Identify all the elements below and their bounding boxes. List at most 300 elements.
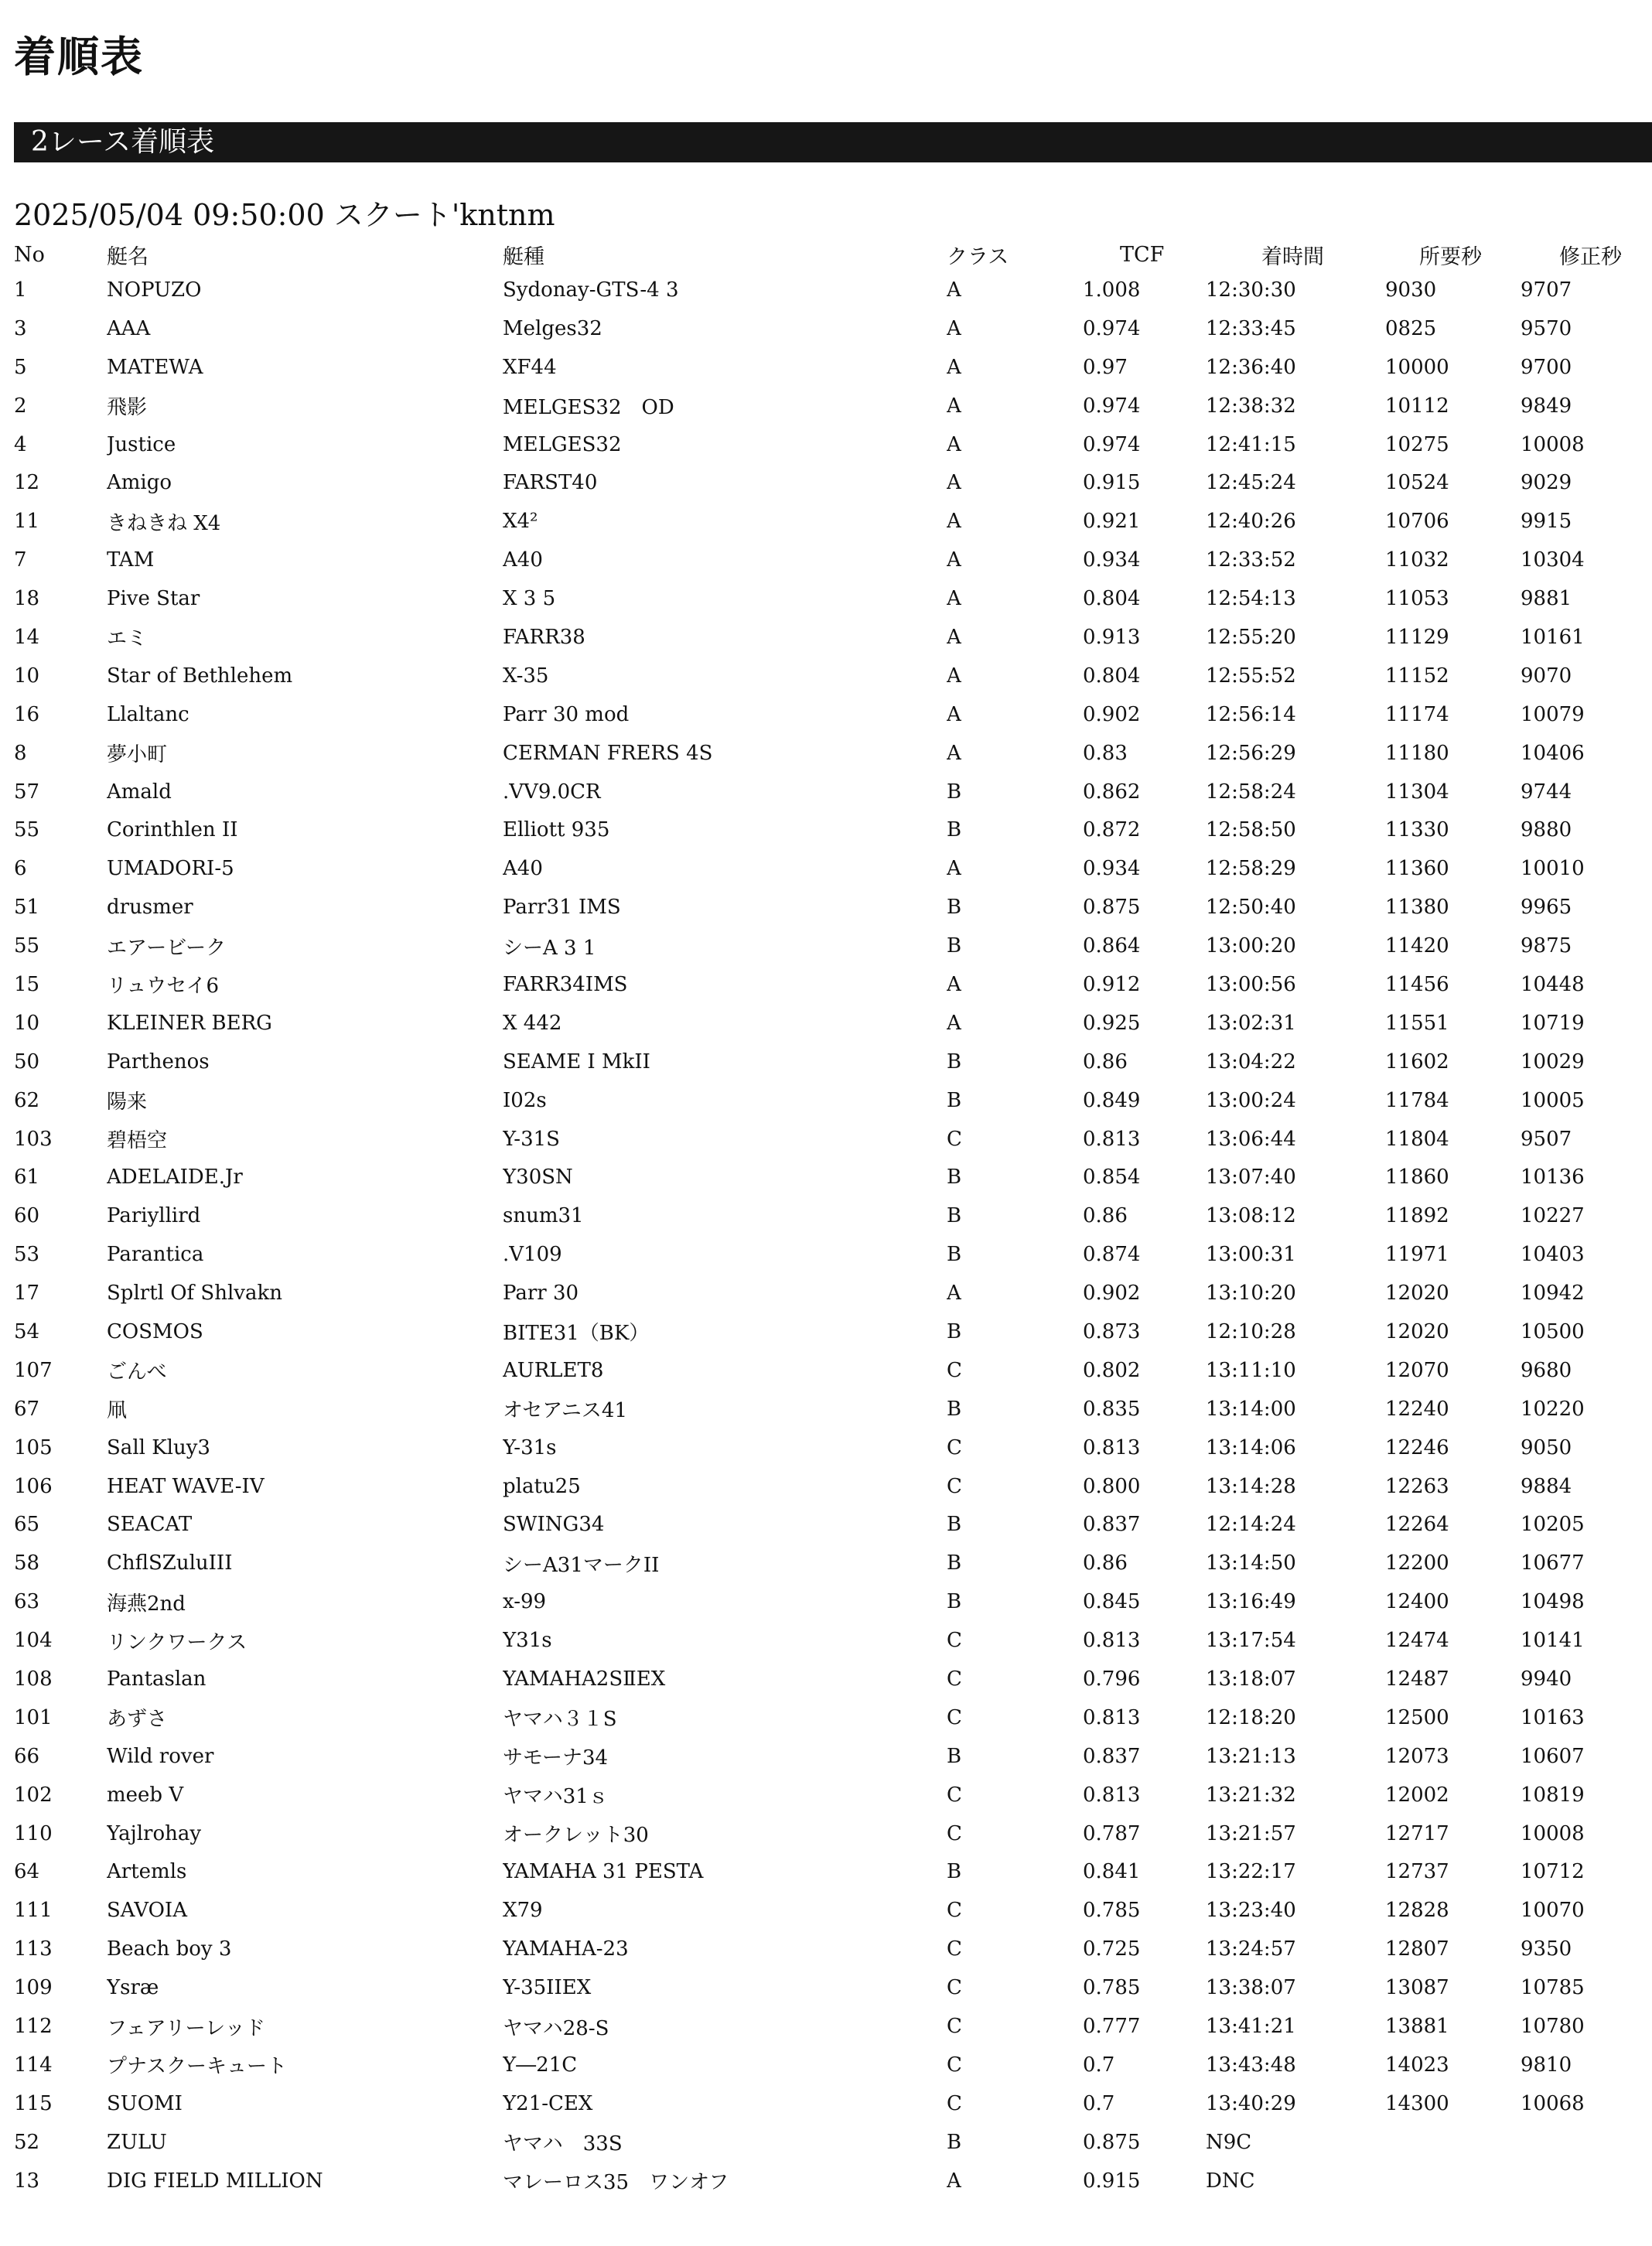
corrected-seconds-cell — [1521, 2162, 1638, 2200]
boat-type-cell: オセアニス41 — [503, 1399, 628, 1423]
boat-name-cell: ChflSZuluIII — [107, 1551, 233, 1575]
tcf-cell: 0.862 — [1083, 780, 1141, 804]
no-cell: 63 — [14, 1590, 40, 1614]
class-cell: B — [947, 896, 962, 920]
class-cell: B — [947, 1397, 962, 1421]
boat-name-cell: リンクワークス — [107, 1630, 247, 1654]
class-cell: C — [947, 1899, 962, 1923]
corrected-seconds-cell: 10304 — [1521, 548, 1585, 572]
boat-type-cell: YAMAHA2SⅡEX — [503, 1667, 666, 1691]
class-cell: C — [947, 1937, 962, 1961]
header-tcf: TCF — [1120, 242, 1165, 267]
boat-type-cell: X 3 5 — [503, 587, 556, 611]
class-cell: B — [947, 1319, 962, 1343]
finish-time-cell: 12:58:29 — [1206, 857, 1296, 881]
elapsed-seconds-cell: 13087 — [1385, 1976, 1449, 2000]
elapsed-seconds-cell: 12264 — [1385, 1513, 1449, 1537]
table-row — [14, 1621, 1638, 1660]
class-cell: C — [947, 2053, 962, 2077]
boat-type-cell: Elliott 935 — [503, 818, 610, 842]
elapsed-seconds-cell: 12020 — [1385, 1319, 1449, 1343]
corrected-seconds-cell: 10819 — [1521, 1783, 1585, 1807]
boat-type-cell: Parr31 IMS — [503, 896, 621, 920]
boat-name-cell: エアービーク — [107, 936, 227, 960]
no-cell: 54 — [14, 1319, 40, 1343]
table-row — [14, 1698, 1638, 1737]
finish-time-cell: 12:33:52 — [1206, 548, 1296, 572]
header-elapsed-seconds: 所要秒 — [1419, 244, 1482, 269]
corrected-seconds-cell: 9507 — [1521, 1127, 1572, 1151]
class-cell: C — [947, 1474, 962, 1498]
finish-time-cell: 13:38:07 — [1206, 1976, 1296, 2000]
class-cell: B — [947, 1551, 962, 1575]
finish-time-cell: 13:00:31 — [1206, 1243, 1296, 1267]
boat-name-cell: MATEWA — [107, 355, 203, 379]
no-cell: 58 — [14, 1551, 40, 1575]
finish-time-cell: N9C — [1206, 2130, 1252, 2154]
class-cell: B — [947, 1166, 962, 1190]
class-cell: C — [947, 1821, 962, 1845]
class-cell: C — [947, 1629, 962, 1653]
elapsed-seconds-cell: 12246 — [1385, 1435, 1449, 1459]
finish-time-cell: 12:38:32 — [1206, 394, 1296, 418]
tcf-cell: 0.872 — [1083, 818, 1141, 842]
elapsed-seconds-cell — [1385, 2123, 1521, 2162]
finish-time-cell: 13:08:12 — [1206, 1204, 1296, 1228]
class-cell: B — [947, 1744, 962, 1768]
class-cell: C — [947, 1127, 962, 1151]
class-cell: A — [947, 625, 961, 649]
no-cell: 18 — [14, 587, 40, 611]
tcf-cell: 0.7 — [1083, 2091, 1115, 2115]
boat-name-cell: Parthenos — [107, 1050, 210, 1074]
no-cell: 14 — [14, 625, 40, 649]
class-cell: B — [947, 818, 962, 842]
no-cell: 66 — [14, 1744, 40, 1768]
boat-name-cell: NOPUZO — [107, 278, 202, 302]
table-row — [14, 1544, 1638, 1582]
corrected-seconds-cell: 10070 — [1521, 1899, 1585, 1923]
boat-type-cell: platu25 — [503, 1474, 581, 1498]
corrected-seconds-cell: 10008 — [1521, 1821, 1585, 1845]
corrected-seconds-cell: 9880 — [1521, 818, 1572, 842]
no-cell: 111 — [14, 1899, 53, 1923]
corrected-seconds-cell: 10029 — [1521, 1050, 1585, 1074]
boat-type-cell: ヤマハ３１S — [503, 1708, 617, 1732]
corrected-seconds-cell: 10220 — [1521, 1397, 1585, 1421]
class-cell: A — [947, 471, 961, 495]
no-cell: 51 — [14, 896, 40, 920]
class-cell: A — [947, 972, 961, 996]
boat-type-cell: Y―21C — [503, 2053, 578, 2077]
elapsed-seconds-cell: 12400 — [1385, 1590, 1449, 1614]
corrected-seconds-cell: 9881 — [1521, 587, 1572, 611]
boat-type-cell: Y-31S — [503, 1127, 560, 1151]
tcf-cell: 0.804 — [1083, 587, 1141, 611]
tcf-cell: 0.725 — [1083, 1937, 1141, 1961]
header-boat-type: 艇種 — [503, 244, 544, 269]
no-cell: 62 — [14, 1088, 40, 1112]
finish-time-cell: 13:02:31 — [1206, 1011, 1296, 1035]
class-cell: A — [947, 278, 961, 302]
class-cell: B — [947, 1860, 962, 1884]
elapsed-seconds-cell: 11174 — [1385, 702, 1449, 726]
class-cell: A — [947, 1282, 961, 1306]
class-cell: B — [947, 780, 962, 804]
corrected-seconds-cell: 9915 — [1521, 510, 1572, 534]
finish-time-cell: 13:24:57 — [1206, 1937, 1296, 1961]
no-cell: 60 — [14, 1204, 40, 1228]
tcf-cell: 0.974 — [1083, 394, 1141, 418]
boat-name-cell: プナスクーキュート — [107, 2055, 287, 2079]
boat-type-cell: サモーナ34 — [503, 1746, 609, 1770]
finish-time-cell: 12:54:13 — [1206, 587, 1296, 611]
no-cell: 11 — [14, 510, 40, 534]
table-row — [14, 1582, 1638, 1621]
table-row — [14, 1891, 1638, 1930]
table-row — [14, 811, 1638, 849]
finish-time-cell: 13:21:57 — [1206, 1821, 1296, 1845]
elapsed-seconds-cell: 12500 — [1385, 1705, 1449, 1729]
tcf-cell: 0.86 — [1083, 1551, 1128, 1575]
table-row — [14, 1235, 1638, 1274]
tcf-cell: 0.777 — [1083, 2015, 1141, 2039]
finish-time-cell: 12:36:40 — [1206, 355, 1296, 379]
elapsed-seconds-cell: 11551 — [1385, 1011, 1449, 1035]
boat-type-cell: .VV9.0CR — [503, 780, 601, 804]
no-cell: 61 — [14, 1166, 40, 1190]
tcf-cell: 0.841 — [1083, 1860, 1141, 1884]
corrected-seconds-cell: 9849 — [1521, 394, 1572, 418]
corrected-seconds-cell: 10780 — [1521, 2015, 1585, 2039]
boat-name-cell: 海燕2nd — [107, 1592, 186, 1616]
boat-name-cell: 陽来 — [107, 1091, 148, 1114]
table-row — [14, 2046, 1638, 2084]
tcf-cell: 0.845 — [1083, 1590, 1141, 1614]
class-cell: A — [947, 432, 961, 456]
boat-name-cell: ADELAIDE.Jr — [107, 1166, 243, 1190]
boat-type-cell: I02s — [503, 1088, 547, 1112]
boat-type-cell: A40 — [503, 548, 543, 572]
table-row — [14, 734, 1638, 773]
class-cell: A — [947, 2169, 961, 2193]
boat-type-cell: FARST40 — [503, 471, 598, 495]
class-cell: A — [947, 510, 961, 534]
finish-time-cell: 12:14:24 — [1206, 1513, 1296, 1537]
table-row — [14, 387, 1638, 425]
tcf-cell: 0.854 — [1083, 1166, 1141, 1190]
table-row — [14, 618, 1638, 657]
finish-time-cell: 13:04:22 — [1206, 1050, 1296, 1074]
corrected-seconds-cell: 10005 — [1521, 1088, 1585, 1112]
tcf-cell: 0.974 — [1083, 432, 1141, 456]
elapsed-seconds-cell: 11380 — [1385, 896, 1449, 920]
finish-time-cell: 13:14:28 — [1206, 1474, 1296, 1498]
boat-type-cell: Y21-CEX — [503, 2091, 593, 2115]
finish-time-cell: 13:10:20 — [1206, 1282, 1296, 1306]
boat-type-cell: Y-31s — [503, 1435, 557, 1459]
no-cell: 8 — [14, 741, 27, 765]
table-row — [14, 1930, 1638, 1968]
boat-type-cell: マレーロス35 ワンオフ — [503, 2171, 729, 2195]
finish-time-cell: 12:18:20 — [1206, 1705, 1296, 1729]
elapsed-seconds-cell: 12240 — [1385, 1397, 1449, 1421]
boat-type-cell: A40 — [503, 857, 543, 881]
no-cell: 101 — [14, 1705, 53, 1729]
boat-name-cell: SEACAT — [107, 1513, 193, 1537]
class-cell: C — [947, 1783, 962, 1807]
no-cell: 10 — [14, 1011, 40, 1035]
boat-name-cell: Artemls — [107, 1860, 187, 1884]
tcf-cell: 0.913 — [1083, 625, 1141, 649]
elapsed-seconds-cell: 12828 — [1385, 1899, 1449, 1923]
tcf-cell: 0.813 — [1083, 1629, 1141, 1653]
elapsed-seconds-cell: 12737 — [1385, 1860, 1449, 1884]
boat-name-cell: Corinthlen II — [107, 818, 238, 842]
table-row — [14, 773, 1638, 811]
elapsed-seconds-cell: 11971 — [1385, 1243, 1449, 1267]
class-cell: B — [947, 1513, 962, 1537]
class-cell: A — [947, 548, 961, 572]
finish-time-cell: 12:56:29 — [1206, 741, 1296, 765]
class-cell: A — [947, 394, 961, 418]
elapsed-seconds-cell: 10000 — [1385, 355, 1449, 379]
boat-name-cell: あずさ — [107, 1708, 168, 1732]
boat-type-cell: X 442 — [503, 1011, 562, 1035]
corrected-seconds-cell: 10141 — [1521, 1629, 1585, 1653]
finish-time-cell: 12:58:24 — [1206, 780, 1296, 804]
elapsed-seconds-cell: 10112 — [1385, 394, 1449, 418]
boat-name-cell: meeb V — [107, 1783, 184, 1807]
elapsed-seconds-cell: 11360 — [1385, 857, 1449, 881]
finish-time-cell: 13:21:13 — [1206, 1744, 1296, 1768]
boat-name-cell: リュウセイ6 — [107, 975, 219, 998]
table-row — [14, 1737, 1638, 1776]
elapsed-seconds-cell: 11032 — [1385, 548, 1449, 572]
tcf-cell: 0.915 — [1083, 2169, 1141, 2193]
elapsed-seconds-cell: 11860 — [1385, 1166, 1449, 1190]
elapsed-seconds-cell: 10524 — [1385, 471, 1449, 495]
no-cell: 102 — [14, 1783, 53, 1807]
boat-type-cell: MELGES32 OD — [503, 396, 674, 420]
corrected-seconds-cell: 9810 — [1521, 2053, 1572, 2077]
elapsed-seconds-cell: 11053 — [1385, 587, 1449, 611]
boat-name-cell: 飛影 — [107, 396, 148, 420]
table-row — [14, 2162, 1638, 2200]
table-row — [14, 309, 1638, 348]
boat-type-cell: オークレット30 — [503, 1824, 649, 1848]
finish-time-cell: 13:22:17 — [1206, 1860, 1296, 1884]
corrected-seconds-cell: 10227 — [1521, 1204, 1585, 1228]
table-row — [14, 1506, 1638, 1545]
boat-type-cell: x-99 — [503, 1590, 547, 1614]
no-cell: 7 — [14, 548, 27, 572]
boat-name-cell: SUOMI — [107, 2091, 183, 2115]
table-row — [14, 2084, 1638, 2123]
elapsed-seconds-cell: 12717 — [1385, 1821, 1449, 1845]
finish-time-cell: 13:14:06 — [1206, 1435, 1296, 1459]
corrected-seconds-cell: 10785 — [1521, 1976, 1585, 2000]
elapsed-seconds-cell: 12002 — [1385, 1783, 1449, 1807]
finish-time-cell: 13:16:49 — [1206, 1590, 1296, 1614]
elapsed-seconds-cell: 11330 — [1385, 818, 1449, 842]
corrected-seconds-cell: 10403 — [1521, 1243, 1585, 1267]
boat-name-cell: Splrtl Of Shlvakn — [107, 1282, 282, 1306]
corrected-seconds-cell: 9875 — [1521, 934, 1572, 958]
finish-time-cell: 13:00:20 — [1206, 934, 1296, 958]
no-cell: 67 — [14, 1397, 40, 1421]
table-row — [14, 1158, 1638, 1196]
boat-type-cell: SEAME I MkII — [503, 1050, 650, 1074]
no-cell: 55 — [14, 934, 40, 958]
finish-time-cell: 12:33:45 — [1206, 316, 1296, 340]
boat-name-cell: Ysræ — [107, 1976, 159, 2000]
no-cell: 103 — [14, 1127, 53, 1151]
tcf-cell: 0.86 — [1083, 1050, 1128, 1074]
class-cell: A — [947, 741, 961, 765]
elapsed-seconds-cell: 14023 — [1385, 2053, 1449, 2077]
class-cell: B — [947, 1088, 962, 1112]
boat-type-cell: .V109 — [503, 1243, 562, 1267]
finish-time-cell: 13:43:48 — [1206, 2053, 1296, 2077]
corrected-seconds-cell: 10079 — [1521, 702, 1585, 726]
elapsed-seconds-cell: 14300 — [1385, 2091, 1449, 2115]
class-cell: C — [947, 1976, 962, 2000]
class-cell: C — [947, 1667, 962, 1691]
boat-name-cell: Amigo — [107, 471, 172, 495]
class-cell: B — [947, 1204, 962, 1228]
tcf-cell: 1.008 — [1083, 278, 1141, 302]
no-cell: 109 — [14, 1976, 53, 2000]
no-cell: 15 — [14, 972, 40, 996]
table-row — [14, 1043, 1638, 1081]
tcf-cell: 0.902 — [1083, 1282, 1141, 1306]
elapsed-seconds-cell: 12200 — [1385, 1551, 1449, 1575]
finish-time-cell: 12:45:24 — [1206, 471, 1296, 495]
class-cell: A — [947, 664, 961, 688]
finish-time-cell: 13:21:32 — [1206, 1783, 1296, 1807]
boat-type-cell: Parr 30 — [503, 1282, 579, 1306]
tcf-cell: 0.83 — [1083, 741, 1128, 765]
finish-time-cell: 12:41:15 — [1206, 432, 1296, 456]
header-class: クラス — [947, 244, 1009, 269]
no-cell: 5 — [14, 355, 27, 379]
tcf-cell: 0.921 — [1083, 510, 1141, 534]
boat-type-cell: FARR38 — [503, 625, 585, 649]
table-row — [14, 849, 1638, 888]
boat-type-cell: snum31 — [503, 1204, 584, 1228]
boat-type-cell: ヤマハ 33S — [503, 2132, 623, 2156]
tcf-cell: 0.813 — [1083, 1127, 1141, 1151]
boat-type-cell: X-35 — [503, 664, 549, 688]
tcf-cell: 0.785 — [1083, 1899, 1141, 1923]
results-table — [14, 238, 1638, 2200]
boat-type-cell: ヤマハ28-S — [503, 2016, 609, 2040]
boat-name-cell: Pantaslan — [107, 1667, 206, 1691]
table-row — [14, 1814, 1638, 1853]
boat-name-cell: Justice — [107, 432, 176, 456]
table-row — [14, 695, 1638, 734]
class-cell: A — [947, 702, 961, 726]
no-cell: 108 — [14, 1667, 53, 1691]
class-cell: B — [947, 1050, 962, 1074]
boat-name-cell: DIG FIELD MILLION — [107, 2169, 323, 2193]
boat-name-cell: COSMOS — [107, 1319, 203, 1343]
elapsed-seconds-cell — [1385, 2162, 1521, 2200]
boat-type-cell: YAMAHA 31 PESTA — [503, 1860, 704, 1884]
elapsed-seconds-cell: 12474 — [1385, 1629, 1449, 1653]
no-cell: 17 — [14, 1282, 40, 1306]
header-boat-name: 艇名 — [107, 244, 148, 269]
table-row — [14, 1660, 1638, 1698]
tcf-cell: 0.7 — [1083, 2053, 1115, 2077]
no-cell: 55 — [14, 818, 40, 842]
corrected-seconds-cell: 9940 — [1521, 1667, 1572, 1691]
tcf-cell: 0.873 — [1083, 1319, 1141, 1343]
corrected-seconds-cell: 9029 — [1521, 471, 1572, 495]
no-cell: 12 — [14, 471, 40, 495]
boat-name-cell: ごんべ — [107, 1360, 167, 1384]
boat-type-cell: Sydonay-GTS-4 3 — [503, 278, 679, 302]
table-row — [14, 1274, 1638, 1312]
boat-name-cell: Pive Star — [107, 587, 200, 611]
header-corrected-seconds: 修正秒 — [1559, 244, 1622, 269]
tcf-cell: 0.875 — [1083, 896, 1141, 920]
class-cell: A — [947, 1011, 961, 1035]
boat-name-cell: TAM — [107, 548, 155, 572]
boat-type-cell: X79 — [503, 1899, 543, 1923]
boat-type-cell: シーA 3 1 — [503, 936, 596, 960]
class-cell: A — [947, 857, 961, 881]
boat-name-cell: Star of Bethlehem — [107, 664, 293, 688]
tcf-cell: 0.912 — [1083, 972, 1141, 996]
header-no: No — [14, 242, 45, 267]
elapsed-seconds-cell: 11602 — [1385, 1050, 1449, 1074]
elapsed-seconds-cell: 11784 — [1385, 1088, 1449, 1112]
table-row — [14, 348, 1638, 387]
boat-name-cell: フェアリーレッド — [107, 2016, 265, 2040]
corrected-seconds-cell: 10205 — [1521, 1513, 1585, 1537]
elapsed-seconds-cell: 12263 — [1385, 1474, 1449, 1498]
corrected-seconds-cell: 9070 — [1521, 664, 1572, 688]
no-cell: 107 — [14, 1358, 53, 1382]
finish-time-cell: 13:23:40 — [1206, 1899, 1296, 1923]
class-cell: C — [947, 1705, 962, 1729]
table-row — [14, 1968, 1638, 2007]
corrected-seconds-cell: 9744 — [1521, 780, 1572, 804]
elapsed-seconds-cell: 11152 — [1385, 664, 1449, 688]
boat-name-cell: Pariyllird — [107, 1204, 201, 1228]
table-row — [14, 502, 1638, 541]
finish-time-cell: 13:17:54 — [1206, 1629, 1296, 1653]
boat-name-cell: ZULU — [107, 2130, 167, 2154]
class-cell: C — [947, 1358, 962, 1382]
corrected-seconds-cell: 9680 — [1521, 1358, 1572, 1382]
no-cell: 115 — [14, 2091, 53, 2115]
no-cell: 57 — [14, 780, 40, 804]
header-row — [14, 238, 1638, 271]
no-cell: 2 — [14, 394, 27, 418]
no-cell: 64 — [14, 1860, 40, 1884]
table-row — [14, 1004, 1638, 1043]
boat-name-cell: UMADORI-5 — [107, 857, 234, 881]
tcf-cell: 0.787 — [1083, 1821, 1141, 1845]
corrected-seconds-cell: 10712 — [1521, 1860, 1585, 1884]
corrected-seconds-cell: 9700 — [1521, 355, 1572, 379]
corrected-seconds-cell: 10136 — [1521, 1166, 1585, 1190]
finish-time-cell: 12:55:20 — [1206, 625, 1296, 649]
no-cell: 114 — [14, 2053, 53, 2077]
